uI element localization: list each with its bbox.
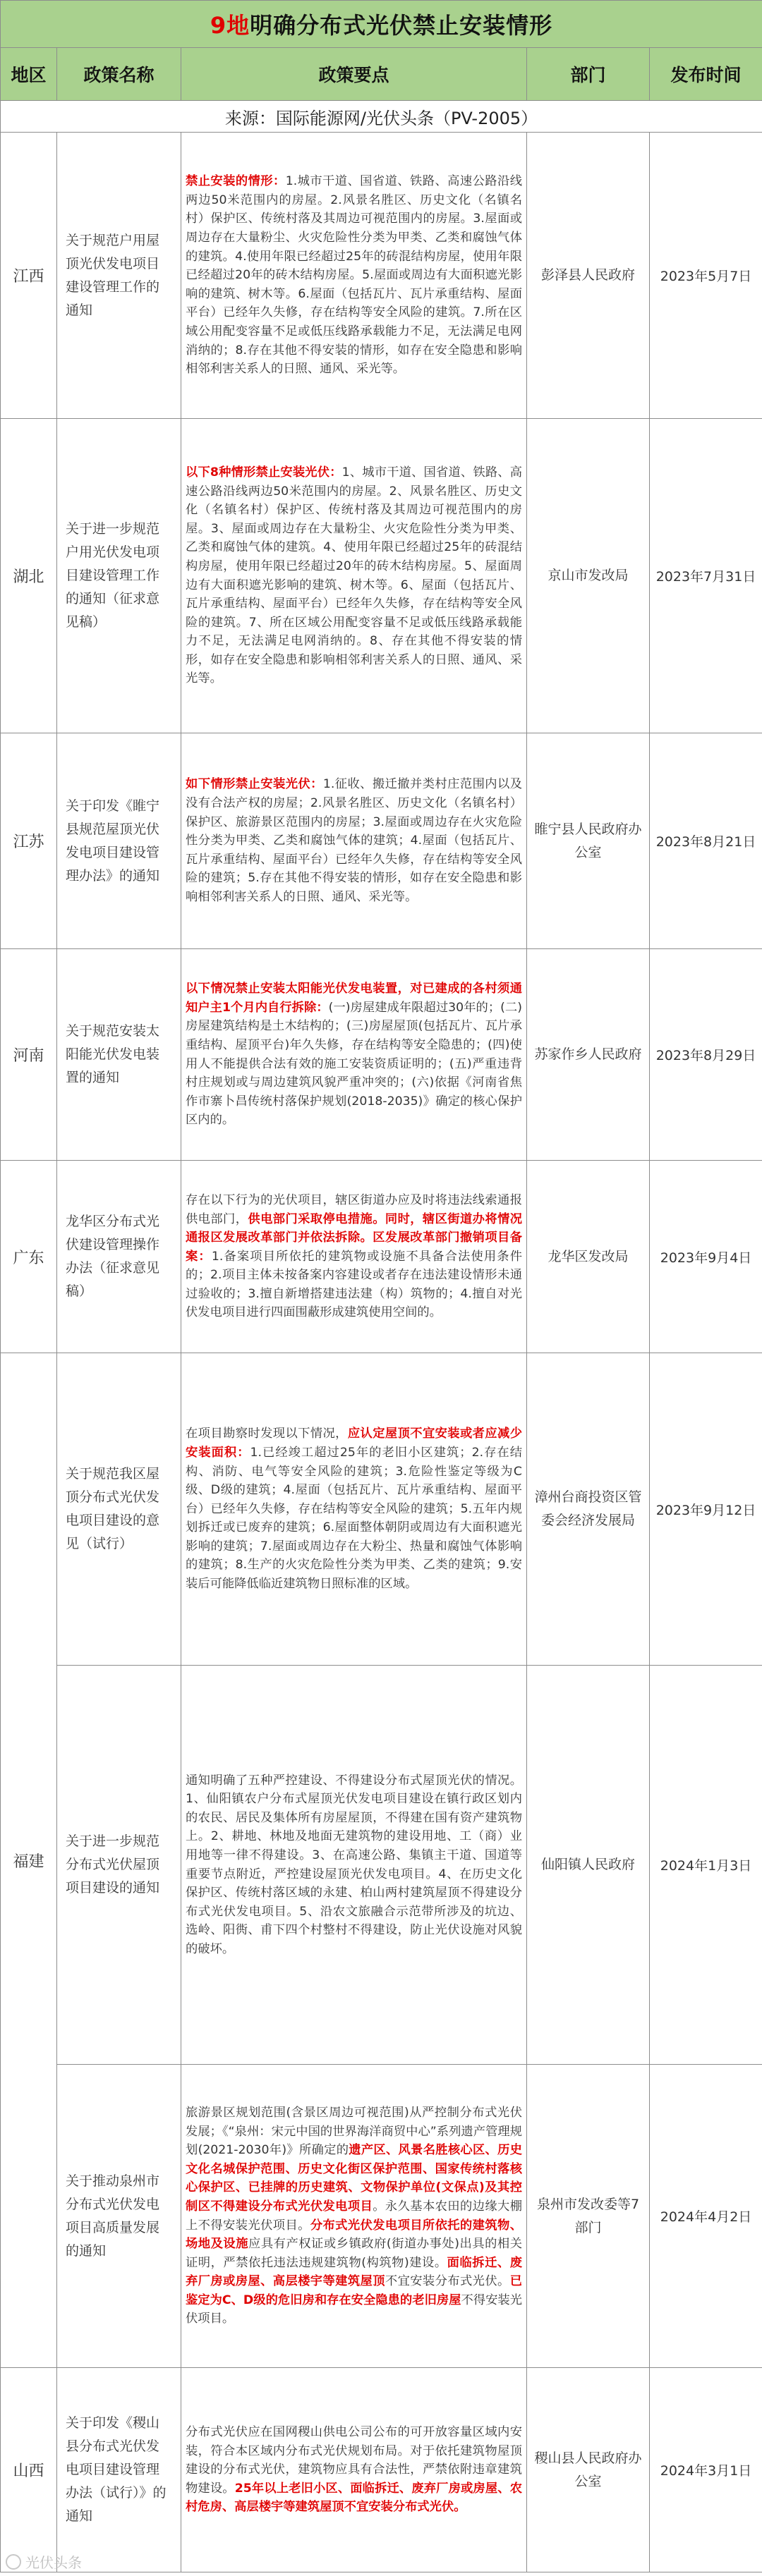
policy-name: 关于规范我区屋顶分布式光伏发电项目建设的意见（试行） — [57, 1353, 181, 1666]
table-row — [1, 949, 762, 1161]
department: 仙阳镇人民政府 — [527, 1666, 650, 2065]
publish-date: 2023年9月12日 — [650, 1353, 762, 1666]
highlight-text: 已鉴定为C、D级的危旧房和存在安全隐患的老旧房屋 — [186, 2274, 522, 2307]
region-cell: 广东 — [1, 1161, 57, 1353]
table-row — [1, 133, 762, 419]
header-region: 地区 — [1, 48, 57, 101]
publish-date: 2023年9月4日 — [650, 1161, 762, 1353]
point-text: 1、城市干道、国省道、铁路、高速公路沿线两边50米范围内的房屋。2、风景名胜区、历史文化（名镇名村）保护区、传统村落及其周边可视范围内的房屋。3、屋面或周边存在大量粉尘、火灾危险性分类为甲类、乙类和腐蚀气体的建筑。4、使用年限已经超过25年的砖混结构房屋，使用年限已经超过20年的砖木结构房屋。5、屋面周边有大面积遮光影响的建筑、树木等。6、屋面（包括瓦片、瓦片承重结构、屋面平台）已经年久失修，存在结构等安全风险的建筑。7、所在区域公用配变容量不足或低压线路承载能力不足，无法满足电网消纳的。8、存在其他不得安装的情形，如存在安全隐患和影响相邻利害关系人的日照、通风、采光等。 — [186, 465, 523, 686]
point-text: 1.城市干道、国省道、铁路、高速公路沿线两边50米范围内的房屋。2.风景名胜区、历史文化（名镇名村）保护区、传统村落及其周边可视范围内的房屋。3.屋面或周边存在大量粉尘、火灾危险性分类为甲类、乙类和腐蚀气体的建筑。4.使用年限已经超过25年的砖混结构房屋，使用年限已经超过20年的砖木结构房屋。5.屋面或周边有大面积遮光影响的建筑、树木等。6.屋面（包括瓦片、瓦片承重结构、屋面平台）已经年久失修，存在结构等安全风险的建筑。7.所在区域公用配变容量不足或低压线路承载能力不足，无法满足电网消纳的；8.存在其他不得安装的情形，如存在安全隐患和影响相邻利害关系人的日照、通风、采光等。 — [186, 174, 522, 377]
department: 苏家作乡人民政府 — [527, 949, 650, 1161]
watermark-logo-icon — [6, 2554, 21, 2570]
department: 京山市发改局 — [527, 419, 650, 733]
publish-date: 2023年8月21日 — [650, 733, 762, 949]
point-text: 不宜安装分布式光伏。 — [385, 2274, 510, 2289]
policy-points — [181, 133, 527, 419]
table-row — [1, 733, 762, 949]
highlight-text: 如下情形禁止安装光伏： — [186, 777, 323, 792]
region-cell: 福建 — [1, 1353, 57, 2368]
policy-points — [181, 2368, 527, 2572]
region-cell: 江西 — [1, 133, 57, 419]
highlight-text: 以下8种情形禁止安装光伏： — [186, 465, 342, 480]
policy-points — [181, 1666, 527, 2065]
policy-points — [181, 949, 527, 1161]
policy-name: 关于推动泉州市分布式光伏发电项目高质量发展的通知 — [57, 2065, 181, 2368]
policy-name: 关于印发《稷山县分布式光伏发电项目建设管理办法（试行）》的通知 — [57, 2368, 181, 2572]
watermark-text: 光伏头条 — [25, 2554, 82, 2571]
department: 稷山县人民政府办公室 — [527, 2368, 650, 2572]
policy-points — [181, 419, 527, 733]
title-number: 9地 — [210, 12, 250, 39]
header-date: 发布时间 — [650, 48, 762, 101]
point-text: 1.征收、搬迁撤并类村庄范围内以及没有合法产权的房屋；2.风景名胜区、历史文化（名镇名村）保护区、旅游景区范围内的房屋；3.屋面或周边存在火灾危险性分类为甲类、乙类和腐蚀气体的建筑；4.屋面（包括瓦片、瓦片承重结构、屋面平台）已经年久失修，存在结构等安全风险的建筑；5.存在其他不得安装的情形，如存在安全隐患和影响相邻利害关系人的日照、通风、采光等。 — [186, 777, 522, 904]
header-policy: 政策名称 — [57, 48, 181, 101]
point-text: (一)房屋建成年限超过30年的；(二)房屋建筑结构是土木结构的；(三)房屋屋顶(包括瓦片、瓦片承重结构、屋顶平台)年久失修，存在结构等安全隐患的；(四)使用人不能提供合法有效的施工安装资质证明的；(五)严重违背村庄规划或与周边建筑风貌严重冲突的；(六)依据《河南省焦作市寨卜昌传统村落保护规划(2018-2035)》确定的核心保护区内的。 — [186, 1000, 522, 1128]
policy-points — [181, 733, 527, 949]
point-text: 旅游景区规划范围(含景区周边可视范围)从严控制分布式光伏发展；《“泉州：宋元中国的世界海洋商贸中心”系列遗产管理规划(2021-2030年)》所确定的 — [186, 2105, 522, 2158]
table-row — [1, 419, 762, 733]
region-cell: 江苏 — [1, 733, 57, 949]
source-line: 来源：国际能源网/光伏头条（PV-2005） — [1, 101, 762, 133]
point-text: 应具有产权证或乡镇政府(街道办事处)出具的相关证明，严禁依托违法违规建筑物(构筑物)建设。 — [186, 2237, 522, 2270]
policy-name: 关于规范户用屋顶光伏发电项目建设管理工作的通知 — [57, 133, 181, 419]
highlight-text: 25年以上老旧小区、面临拆迁、废弃厂房或房屋、农村危房、高层楼宇等建筑屋顶不宜安装分布式光伏。 — [186, 2481, 522, 2515]
policy-name: 关于印发《睢宁县规范屋顶光伏发电项目建设管理办法》的通知 — [57, 733, 181, 949]
department: 龙华区发改局 — [527, 1161, 650, 1353]
department: 睢宁县人民政府办公室 — [527, 733, 650, 949]
policy-points — [181, 1353, 527, 1666]
highlight-text: 分布式光伏发电项目所依托的建筑物、场地及设施 — [186, 2218, 522, 2252]
point-text: 分布式光伏应在国网稷山供电公司公布的可开放容量区域内安装，符合本区域内分布式光伏规划布局。对于依托建筑物屋顶建设的分布式光伏，建筑物应具有合法性，严禁依附违章建筑物建设。 — [186, 2425, 522, 2496]
watermark — [6, 2551, 82, 2572]
region-cell: 湖北 — [1, 419, 57, 733]
publish-date: 2024年1月3日 — [650, 1666, 762, 2065]
region-cell: 河南 — [1, 949, 57, 1161]
highlight-text: 供电部门采取停电措施。同时，辖区街道办将情况通报区发展改革部门并依法拆除。区发展改革部门撤销项目备案： — [186, 1211, 522, 1264]
table-row — [1, 1353, 762, 1666]
publish-date: 2023年5月7日 — [650, 133, 762, 419]
header-row — [1, 48, 762, 101]
publish-date: 2024年4月2日 — [650, 2065, 762, 2368]
table-title — [1, 1, 762, 48]
department: 泉州市发改委等7部门 — [527, 2065, 650, 2368]
table-row — [1, 1161, 762, 1353]
point-text: 存在以下行为的光伏项目，辖区街道办应及时将违法线索通报供电部门， — [186, 1192, 522, 1226]
title-text: 明确分布式光伏禁止安装情形 — [250, 12, 553, 39]
table-row — [1, 2368, 762, 2572]
point-text: 不得安装光伏项目。 — [186, 2293, 522, 2326]
header-dept: 部门 — [527, 48, 650, 101]
point-text: 1.备案项目所依托的建筑物或设施不具备合法使用条件的；2.项目主体未按备案内容建设或者存在违法建设情形未通过验收的；3.擅自新增搭建违法建（构）筑物的；4.擅自对光伏发电项目进行四面围蔽形成建筑使用空间的。 — [186, 1249, 522, 1320]
highlight-text: 遗产区、风景名胜核心区、历史文化名城保护范围、历史文化街区保护范围、国家传统村落核心保护区、已挂牌的历史建筑、文物保护单位(文保点)及其控制区不得建设分布式光伏发电项目 — [186, 2143, 522, 2214]
publish-date: 2023年7月31日 — [650, 419, 762, 733]
table-row — [1, 2065, 762, 2368]
region-cell: 山西 — [1, 2368, 57, 2572]
point-text: 。永久基本农田的边缘大棚上不得安装光伏项目。 — [186, 2199, 522, 2233]
highlight-text: 禁止安装的情形： — [186, 174, 286, 189]
policy-name: 关于规范安装太阳能光伏发电装置的通知 — [57, 949, 181, 1161]
table-row — [1, 1666, 762, 2065]
department: 漳州台商投资区管委会经济发展局 — [527, 1353, 650, 1666]
publish-date: 2024年3月1日 — [650, 2368, 762, 2572]
department: 彭泽县人民政府 — [527, 133, 650, 419]
point-text: 通知明确了五种严控建设、不得建设分布式屋顶光伏的情况。1、仙阳镇农户分布式屋顶光伏发电项目建设在镇行政区划内的农民、居民及集体所有房屋屋顶，不得建在国有资产建筑物上。2、耕地、林地及地面无建筑物的建设用地、工（商）业用地等一律不得建设。3、在高速公路、集镇主干道、国道等重要节点附近，严控建设屋顶光伏发电项目。4、在历史文化保护区、传统村落区域的永建、柏山两村建筑屋顶不得建设分布式光伏发电项目。5、沿农文旅融合示范带所涉及的坑边、选岭、阳衖、甫下四个村整村不得建设，防止光伏设施对风貌的破坏。 — [186, 1773, 522, 1956]
policy-name: 关于进一步规范分布式光伏屋顶项目建设的通知 — [57, 1666, 181, 2065]
policy-points — [181, 1161, 527, 1353]
policy-name: 龙华区分布式光伏建设管理操作办法（征求意见稿） — [57, 1161, 181, 1353]
point-text: 在项目勘察时发现以下情况， — [186, 1427, 348, 1441]
highlight-text: 面临拆迁、废弃厂房或房屋、高层楼宇等建筑屋顶 — [186, 2255, 522, 2289]
highlight-text: 以下情况禁止安装太阳能光伏发电装置，对已建成的各村须通知户主1个月内自行拆除： — [186, 982, 522, 1015]
header-points: 政策要点 — [181, 48, 527, 101]
highlight-text: 应认定屋顶不宜安装或者应减少安装面积： — [186, 1427, 522, 1460]
policy-points — [181, 2065, 527, 2368]
point-text: 1.已经竣工超过25年的老旧小区建筑；2.存在结构、消防、电气等安全风险的建筑；3.危险性鉴定等级为C级、D级的建筑；4.屋面（包括瓦片、瓦片承重结构、屋面平台）已经年久失修，存在结构等安全风险的建筑；5.五年内规划拆迁或已废弃的建筑；6.屋面整体朝阴或周边有大面积遮光影响的建筑；7.屋面或周边存在大粉尘、热量和腐蚀气体影响的建筑；8.生产的火灾危险性分类为甲类、乙类的建筑；9.安装后可能降低临近建筑物日照标准的区域。 — [186, 1445, 522, 1592]
policy-name: 关于进一步规范户用光伏发电项目建设管理工作的通知（征求意见稿） — [57, 419, 181, 733]
publish-date: 2023年8月29日 — [650, 949, 762, 1161]
